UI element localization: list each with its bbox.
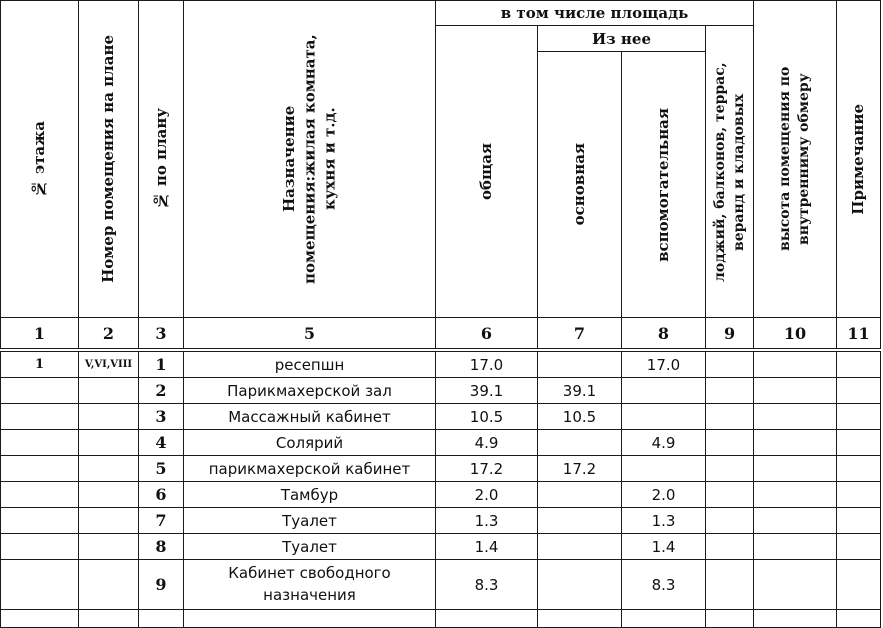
cell-no: 6 xyxy=(139,482,184,508)
cell-main: 17.2 xyxy=(538,456,622,482)
cell-floor xyxy=(1,430,79,456)
cell-loggia xyxy=(706,534,754,560)
cell-no: 5 xyxy=(139,456,184,482)
table-row xyxy=(1,560,881,610)
cell-name-line: назначения xyxy=(263,585,356,604)
table-row xyxy=(1,534,881,560)
cell-name: Массажный кабинет xyxy=(184,404,436,430)
table-row xyxy=(1,430,881,456)
cell-loggia xyxy=(706,610,754,628)
cell-loggia xyxy=(706,456,754,482)
table-row xyxy=(1,508,881,534)
cell-aux: 2.0 xyxy=(622,482,706,508)
cell-total: 2.0 xyxy=(436,482,538,508)
cell-room-ids xyxy=(79,534,139,560)
table-row xyxy=(1,610,881,628)
cell-note xyxy=(837,352,881,378)
header-purpose xyxy=(184,1,436,318)
cell-floor xyxy=(1,508,79,534)
header-auxiliary-text: вспомогательная xyxy=(654,107,673,262)
cell-name: Тамбур xyxy=(184,482,436,508)
header-loggias xyxy=(706,26,754,318)
table-row xyxy=(1,378,881,404)
cell-height xyxy=(754,430,837,456)
cell-floor xyxy=(1,560,79,610)
cell-name xyxy=(184,560,436,610)
cell-note xyxy=(837,508,881,534)
cell-name: Туалет xyxy=(184,534,436,560)
col-number: 6 xyxy=(436,318,538,349)
cell-main: 10.5 xyxy=(538,404,622,430)
cell-loggia xyxy=(706,560,754,610)
cell-floor xyxy=(1,456,79,482)
cell-total: 17.0 xyxy=(436,352,538,378)
cell-aux: 17.0 xyxy=(622,352,706,378)
cell-no xyxy=(139,610,184,628)
header-height xyxy=(754,1,837,318)
cell-height xyxy=(754,610,837,628)
header-no-on-plan xyxy=(139,1,184,318)
header-of-which: Из нее xyxy=(538,26,706,52)
cell-aux xyxy=(622,610,706,628)
cell-note xyxy=(837,482,881,508)
cell-total: 1.4 xyxy=(436,534,538,560)
table-row xyxy=(1,404,881,430)
cell-name: Туалет xyxy=(184,508,436,534)
cell-name-line: Кабинет свободного xyxy=(228,563,391,582)
cell-floor: 1 xyxy=(1,352,79,378)
cell-height xyxy=(754,352,837,378)
cell-height xyxy=(754,534,837,560)
cell-no: 8 xyxy=(139,534,184,560)
header-note-text: Примечание xyxy=(849,103,868,215)
header-loggias-text: лоджий, балконов, террас, веранд и кладовых xyxy=(711,61,747,282)
col-number: 5 xyxy=(184,318,436,349)
cell-room-ids xyxy=(79,378,139,404)
cell-room-ids xyxy=(79,456,139,482)
cell-aux: 1.3 xyxy=(622,508,706,534)
cell-note xyxy=(837,430,881,456)
cell-total: 4.9 xyxy=(436,430,538,456)
cell-height xyxy=(754,560,837,610)
cell-room-ids xyxy=(79,430,139,456)
cell-note xyxy=(837,456,881,482)
cell-main: 39.1 xyxy=(538,378,622,404)
cell-aux: 4.9 xyxy=(622,430,706,456)
cell-aux xyxy=(622,456,706,482)
header-auxiliary xyxy=(622,52,706,318)
col-number: 2 xyxy=(79,318,139,349)
cell-aux: 1.4 xyxy=(622,534,706,560)
cell-height xyxy=(754,482,837,508)
cell-height xyxy=(754,404,837,430)
col-number: 10 xyxy=(754,318,837,349)
col-number: 3 xyxy=(139,318,184,349)
cell-height xyxy=(754,456,837,482)
cell-total: 1.3 xyxy=(436,508,538,534)
cell-main xyxy=(538,352,622,378)
cell-room-ids xyxy=(79,404,139,430)
cell-floor xyxy=(1,404,79,430)
cell-loggia xyxy=(706,508,754,534)
header-height-text: высота помещения по внутренниму обмеру xyxy=(777,66,813,252)
cell-no: 1 xyxy=(139,352,184,378)
cell-floor xyxy=(1,610,79,628)
cell-name: ресепшн xyxy=(184,352,436,378)
cell-floor xyxy=(1,482,79,508)
col-number: 1 xyxy=(1,318,79,349)
col-number: 11 xyxy=(837,318,881,349)
cell-aux: 8.3 xyxy=(622,560,706,610)
cell-main xyxy=(538,534,622,560)
cell-aux xyxy=(622,404,706,430)
header-note xyxy=(837,1,881,318)
header-purpose-text: Назначение помещения:жилая комната, кухня и т.д. xyxy=(280,34,339,284)
cell-loggia xyxy=(706,352,754,378)
cell-main xyxy=(538,560,622,610)
cell-name: Парикмахерской зал xyxy=(184,378,436,404)
cell-room-ids xyxy=(79,560,139,610)
cell-no: 9 xyxy=(139,560,184,610)
table-row xyxy=(1,456,881,482)
cell-loggia xyxy=(706,378,754,404)
col-number: 8 xyxy=(622,318,706,349)
column-numbers-row xyxy=(1,318,881,349)
cell-note xyxy=(837,378,881,404)
cell-loggia xyxy=(706,482,754,508)
table-row xyxy=(1,482,881,508)
cell-name xyxy=(184,610,436,628)
header-area-group: в том числе площадь xyxy=(436,1,754,26)
cell-no: 2 xyxy=(139,378,184,404)
cell-note xyxy=(837,560,881,610)
col-number: 9 xyxy=(706,318,754,349)
cell-room-ids: V,VI,VIII xyxy=(79,352,139,378)
cell-main xyxy=(538,508,622,534)
cell-name: парикмахерской кабинет xyxy=(184,456,436,482)
cell-aux xyxy=(622,378,706,404)
cell-main xyxy=(538,610,622,628)
cell-total: 39.1 xyxy=(436,378,538,404)
col-number: 7 xyxy=(538,318,622,349)
header-main-text: основная xyxy=(570,143,589,226)
cell-total: 8.3 xyxy=(436,560,538,610)
table-row xyxy=(1,352,881,378)
cell-no: 3 xyxy=(139,404,184,430)
cell-height xyxy=(754,508,837,534)
cell-no: 7 xyxy=(139,508,184,534)
cell-room-ids xyxy=(79,482,139,508)
header-floor-no-text: № этажа xyxy=(30,120,49,198)
cell-note xyxy=(837,610,881,628)
cell-height xyxy=(754,378,837,404)
cell-loggia xyxy=(706,430,754,456)
cell-main xyxy=(538,482,622,508)
cell-note xyxy=(837,404,881,430)
header-no-on-plan-text: № по плану xyxy=(151,108,170,210)
cell-main xyxy=(538,430,622,456)
cell-room-ids xyxy=(79,508,139,534)
cell-total: 17.2 xyxy=(436,456,538,482)
header-room-no-on-plan xyxy=(79,1,139,318)
cell-loggia xyxy=(706,404,754,430)
cell-note xyxy=(837,534,881,560)
cell-no: 4 xyxy=(139,430,184,456)
header-room-no-on-plan-text: Номер помещения на плане xyxy=(99,35,118,283)
cell-total: 10.5 xyxy=(436,404,538,430)
cell-total xyxy=(436,610,538,628)
header-main xyxy=(538,52,622,318)
cell-name: Солярий xyxy=(184,430,436,456)
cell-room-ids xyxy=(79,610,139,628)
cell-floor xyxy=(1,534,79,560)
header-total xyxy=(436,26,538,318)
cell-floor xyxy=(1,378,79,404)
header-total-text: общая xyxy=(477,142,496,201)
header-floor-no xyxy=(1,1,79,318)
